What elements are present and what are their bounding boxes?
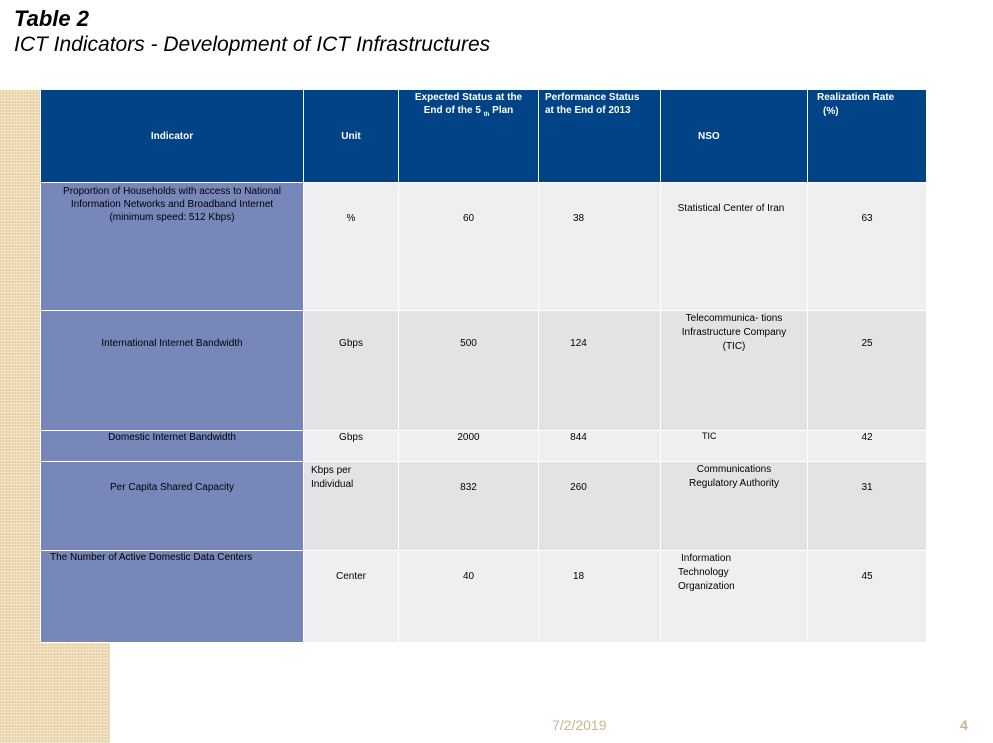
indicator-cell: Domestic Internet Bandwidth (41, 431, 304, 462)
ict-indicators-table (40, 89, 927, 643)
nso-cell: TIC (661, 431, 808, 462)
table-row (41, 311, 927, 431)
expected-cell: 832 (399, 462, 539, 551)
expected-cell: 40 (399, 551, 539, 643)
header-performance: Performance Status at the End of 2013 (539, 90, 661, 183)
indicator-cell: Proportion of Households with access to National Information Networks and Broadband Internet (minimum speed: 512 Kbps) (41, 183, 304, 311)
table-number: Table 2 (14, 6, 89, 31)
expected-cell: 60 (399, 183, 539, 311)
unit-cell: Gbps (304, 431, 399, 462)
table-row (41, 431, 927, 462)
expected-cell: 500 (399, 311, 539, 431)
indicator-cell: Per Capita Shared Capacity (41, 462, 304, 551)
performance-cell: 844 (539, 431, 661, 462)
performance-cell: 260 (539, 462, 661, 551)
nso-cell: Telecommunica- tions Infrastructure Company (TIC) (661, 311, 808, 431)
indicator-cell: The Number of Active Domestic Data Centers (41, 551, 304, 643)
realization-cell: 31 (808, 462, 927, 551)
title-block (14, 6, 490, 58)
unit-cell: Kbps per Individual (304, 462, 399, 551)
realization-cell: 42 (808, 431, 927, 462)
unit-cell: Gbps (304, 311, 399, 431)
header-expected: Expected Status at the End of the 5 $_{th}$ Plan (399, 90, 539, 183)
performance-cell: 18 (539, 551, 661, 643)
expected-cell: 2000 (399, 431, 539, 462)
performance-cell: 124 (539, 311, 661, 431)
realization-cell: 45 (808, 551, 927, 643)
nso-cell: Statistical Center of Iran (661, 183, 808, 311)
footer-date: 7/2/2019 (552, 717, 607, 733)
table-row (41, 183, 927, 311)
realization-cell: 63 (808, 183, 927, 311)
header-nso: NSO (661, 90, 808, 183)
indicator-cell: International Internet Bandwidth (41, 311, 304, 431)
unit-cell: % (304, 183, 399, 311)
nso-cell: Communications Regulatory Authority (661, 462, 808, 551)
table-row (41, 462, 927, 551)
header-indicator: Indicator (41, 90, 304, 183)
page-number: 4 (960, 717, 968, 733)
unit-cell: Center (304, 551, 399, 643)
performance-cell: 38 (539, 183, 661, 311)
header-realization: Realization Rate (%) (808, 90, 927, 183)
table-row (41, 551, 927, 643)
table-title: ICT Indicators - Development of ICT Infrastructures (14, 33, 491, 56)
nso-cell: Information Technology Organization (661, 551, 808, 643)
header-unit: Unit (304, 90, 399, 183)
header-row (41, 90, 927, 183)
realization-cell: 25 (808, 311, 927, 431)
